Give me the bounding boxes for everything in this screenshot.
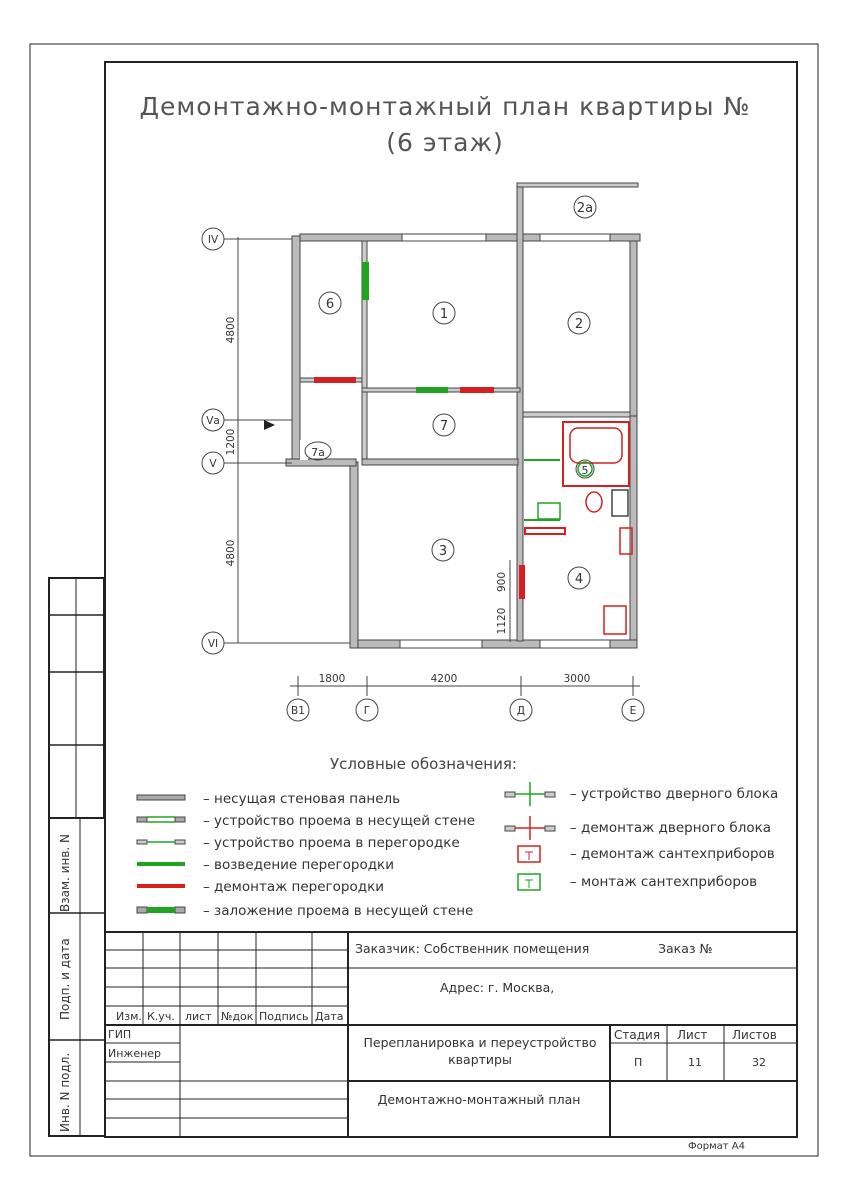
stamp-header-signature: Подпись [259,1010,309,1023]
legend-item-opening-partition: – устройство проема в перегородке [203,835,460,851]
stamp-header-kuch: К.уч. [147,1010,175,1023]
room-7-label: 7 [439,419,449,434]
legend-item-plumbing-remove: – демонтаж сантехприборов [570,846,775,862]
stamp-role-gip: ГИП [108,1028,132,1041]
legend-item-fill-opening: – заложение проема в несущей стене [203,903,474,919]
side-label-inv-podl: Инв. N подл. [58,1052,72,1132]
stamp-address: Адрес: г. Москва, [440,980,555,995]
stamp-stage-label: Стадия [614,1028,661,1042]
side-label-podp-data: Подп. и дата [58,938,72,1020]
dim-1120: 1120 [496,607,508,635]
sheet-format: Формат А4 [688,1141,745,1152]
stamp-sheet-value: 11 [688,1056,702,1069]
legend-item-remove-partition: – демонтаж перегородки [203,879,384,895]
dim-1200: 1200 [225,428,237,456]
stamp-role-engineer: Инженер [108,1047,162,1060]
plan-subtitle: (6 этаж) [386,128,504,157]
legend-item-new-partition: – возведение перегородки [203,857,394,873]
axis-B1-label: В1 [291,705,305,717]
stamp-customer: Заказчик: Собственник помещения [355,941,590,956]
stamp-header-date: Дата [315,1010,344,1023]
plan-title: Демонтажно-монтажный план квартиры № [139,92,751,121]
room-3-label: 3 [438,544,448,559]
side-label-vzam-inv: Взам. инв. N [58,834,72,912]
axis-Va-label: Vа [206,415,220,427]
legend-item-plumbing-install: – монтаж сантехприборов [570,874,758,890]
stamp-sheets-value: 32 [752,1056,766,1069]
legend-item-door-install: – устройство дверного блока [570,786,779,802]
axis-D-label: Д [516,705,526,717]
legend-item-door-remove: – демонтаж дверного блока [570,820,772,836]
room-2-label: 2 [574,317,584,332]
axis-IV-label: IV [207,234,219,246]
room-7a-label: 7а [311,446,325,459]
room-6-label: 6 [325,297,335,312]
dim-1800: 1800 [318,673,346,685]
stamp-order: Заказ № [658,941,713,956]
dim-3000: 3000 [563,673,591,685]
room-2a-label: 2а [576,201,594,216]
axis-VI-label: VI [207,638,219,650]
stamp-header-izm: Изм. [116,1010,142,1023]
stamp-header-list: лист [185,1010,212,1023]
legend-item-bearing-wall: – несущая стеновая панель [203,791,401,807]
axis-V-label: V [209,458,217,470]
room-4-label: 4 [574,572,584,587]
room-1-label: 1 [439,307,449,322]
legend-title: Условные обозначения: [330,755,517,773]
axis-E-label: Е [629,705,637,717]
axis-G-label: Г [363,705,371,717]
dim-4800-top: 4800 [225,316,237,344]
stamp-header-ndoc: №док [221,1010,254,1023]
dim-900: 900 [496,571,508,593]
dim-4200: 4200 [430,673,458,685]
stamp-project: Перепланировка и переустройство квартиры [363,1035,597,1067]
stamp-sheets-label: Листов [732,1028,777,1042]
room-5-label: 5 [581,464,589,477]
legend-item-opening-bearing: – устройство проема в несущей стене [203,813,476,829]
stamp-sheet-name: Демонтажно-монтажный план [377,1092,581,1107]
stamp-sheet-label: Лист [677,1028,708,1042]
stamp-stage-value: П [634,1056,643,1069]
dim-4800-bottom: 4800 [225,539,237,567]
